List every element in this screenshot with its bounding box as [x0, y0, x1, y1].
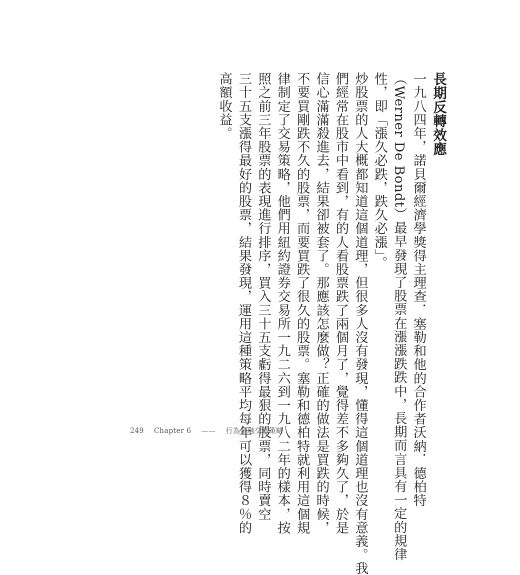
paragraph-1 [369, 72, 427, 562]
text-line: 炒股票的人大概都知道這個道理，但很多人沒有發現，懂得這個道理也沒有意義。我 [352, 72, 368, 575]
text-line: 信心滿滿殺進去，結果卻被套了。那應該怎麼做？正確的做法是買跌的時候， [313, 72, 329, 535]
footer-separator: —— [201, 427, 216, 435]
chapter-label: Chapter 6 [153, 427, 192, 435]
section-title: 長期反轉效應 [430, 72, 446, 156]
text-line: 不要買剛跌不久的股票，而要買跌了很久的股票。塞勒和德柏特就利用這個規 [294, 72, 310, 535]
text-line: 性，即「漲久必跌，跌久必漲」。 [371, 72, 387, 270]
text-line: 律制定了交易策略，他們用紐約證券交易所一九二六到一九八二年的樣本，按 [274, 72, 290, 535]
page-number: 249 [130, 427, 144, 435]
text-line: 照之前三年股票的表現進行排序，買入三十五支虧得最狠的股票，同時賣空 [255, 72, 271, 521]
text-line: 高額收益。 [216, 72, 232, 140]
text-line: 一九八四年，諾貝爾經濟學獎得主理查．塞勒和他的合作者沃納．德柏特 [410, 72, 426, 508]
chapter-title: 行為金融交易策略 [225, 427, 284, 435]
text-line: 三十五支漲得最好的股票，結果發現，運用這種策略平均每年可以獲得８％的 [235, 72, 251, 535]
page-footer [130, 426, 283, 436]
text-line: （Werner De Bondt）最早發現了股票在漲漲跌跌中，長期而言具有一定的規律 [391, 72, 407, 562]
text-line: 們經常在股市中看到，有的人看股票跌了兩個月了，覺得差不多夠久了，於是 [332, 72, 348, 535]
